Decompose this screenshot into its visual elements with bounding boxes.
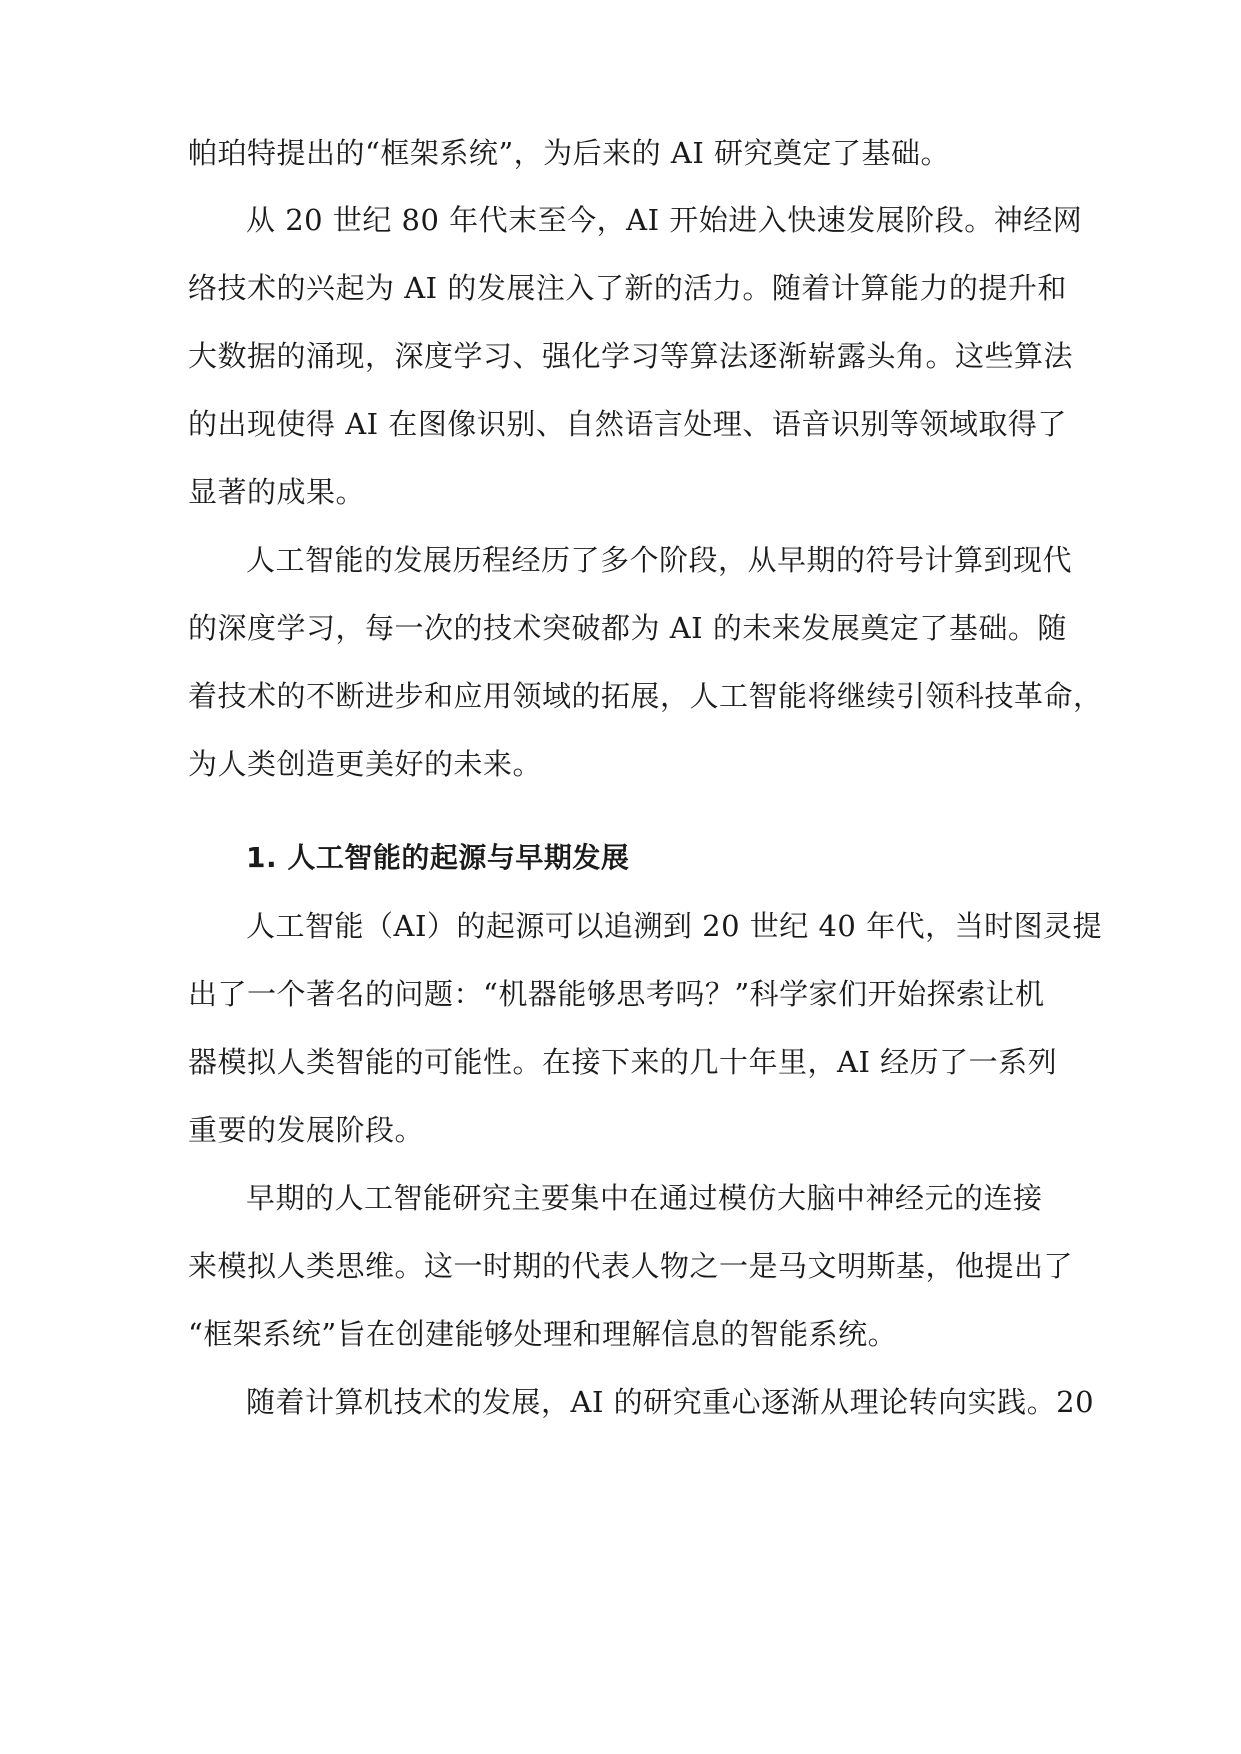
text-line: 出了一个著名的问题：“机器能够思考吗？”科学家们开始探索让机 — [188, 977, 1045, 1011]
text-line: “框架系统”旨在创建能够处理和理解信息的智能系统。 — [188, 1317, 898, 1351]
text-line: 为人类创造更美好的未来。 — [188, 747, 543, 781]
paragraph-first-line: 从 20 世纪 80 年代末至今，AI 开始进入快速发展阶段。神经网 — [246, 203, 1083, 237]
text-line: 大数据的涌现，深度学习、强化学习等算法逐渐崭露头角。这些算法 — [188, 339, 1074, 373]
paragraph-first-line: 随着计算机技术的发展，AI 的研究重心逐渐从理论转向实践。20 — [246, 1385, 1095, 1419]
text-line: 络技术的兴起为 AI 的发展注入了新的活力。随着计算能力的提升和 — [188, 271, 1067, 305]
paragraph-first-line: 人工智能的发展历程经历了多个阶段，从早期的符号计算到现代 — [246, 543, 1073, 577]
text-line: 器模拟人类智能的可能性。在接下来的几十年里，AI 经历了一系列 — [188, 1045, 1058, 1079]
text-line: 重要的发展阶段。 — [188, 1113, 425, 1147]
text-line: 显著的成果。 — [188, 475, 366, 509]
paragraph-first-line: 人工智能（AI）的起源可以追溯到 20 世纪 40 年代，当时图灵提 — [246, 909, 1103, 943]
section-heading: 1. 人工智能的起源与早期发展 — [246, 841, 630, 874]
text-line: 的出现使得 AI 在图像识别、自然语言处理、语音识别等领域取得了 — [188, 407, 1067, 441]
text-line: 帕珀特提出的“框架系统”，为后来的 AI 研究奠定了基础。 — [188, 136, 950, 170]
paragraph-first-line: 早期的人工智能研究主要集中在通过模仿大脑中神经元的连接 — [246, 1181, 1043, 1215]
text-line: 着技术的不断进步和应用领域的拓展，人工智能将继续引领科技革命， — [188, 679, 1103, 713]
text-line: 来模拟人类思维。这一时期的代表人物之一是马文明斯基，他提出了 — [188, 1249, 1074, 1283]
text-line: 的深度学习，每一次的技术突破都为 AI 的未来发展奠定了基础。随 — [188, 611, 1067, 645]
